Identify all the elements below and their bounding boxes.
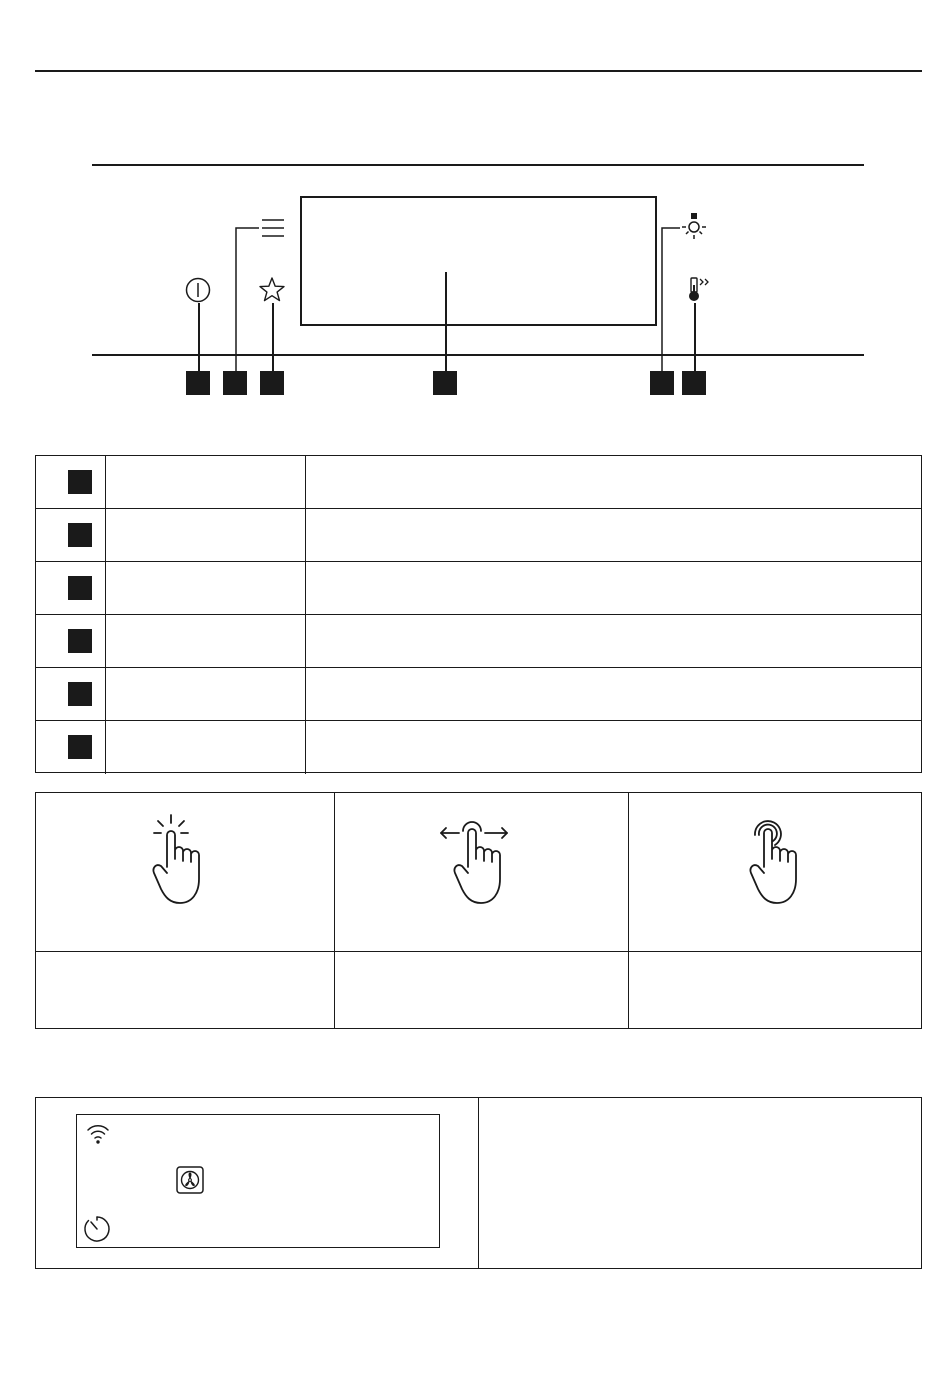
meat-probe-icon[interactable]	[687, 277, 713, 303]
row-marker	[68, 470, 92, 494]
row-marker	[68, 629, 92, 653]
table-row	[36, 615, 921, 668]
light-leader-line	[661, 227, 681, 373]
callout-marker-3	[260, 371, 284, 395]
legend-description	[306, 668, 921, 720]
legend-description	[306, 562, 921, 614]
row-marker	[68, 576, 92, 600]
legend-name	[106, 668, 306, 720]
table-row	[36, 721, 921, 774]
gestures-table	[35, 792, 922, 1029]
display-example-table	[35, 1097, 922, 1269]
display-example-description	[479, 1098, 921, 1268]
callout-marker-4	[433, 371, 457, 395]
legend-name	[106, 509, 306, 561]
legend-name	[106, 721, 306, 774]
callout-marker-6	[682, 371, 706, 395]
panel-bottom-edge	[92, 354, 864, 356]
fan-heating-icon	[176, 1166, 204, 1194]
gesture-caption	[335, 952, 628, 1028]
timer-icon	[83, 1215, 111, 1243]
gesture-column-tap	[36, 793, 334, 1028]
row-marker	[68, 682, 92, 706]
gesture-caption	[629, 952, 921, 1028]
gesture-caption	[36, 952, 334, 1028]
table-row	[36, 456, 921, 509]
menu-leader-line	[235, 227, 261, 373]
table-row	[36, 668, 921, 721]
legend-table	[35, 455, 922, 773]
row-marker	[68, 523, 92, 547]
gesture-column-press-hold	[628, 793, 921, 1028]
display-example-screen	[76, 1114, 440, 1248]
panel-top-edge	[92, 164, 864, 166]
display-screen[interactable]	[300, 196, 657, 326]
swipe-gesture-icon	[439, 821, 511, 907]
star-leader-line	[272, 303, 274, 373]
callout-marker-5	[650, 371, 674, 395]
legend-description	[306, 615, 921, 667]
display-leader-line	[445, 272, 447, 373]
favourite-star-icon[interactable]	[259, 277, 285, 302]
probe-leader-line	[694, 303, 696, 373]
callout-marker-1	[186, 371, 210, 395]
header-rule	[35, 70, 922, 72]
light-icon[interactable]	[681, 212, 707, 240]
legend-name	[106, 456, 306, 508]
press-and-hold-gesture-icon	[743, 815, 805, 907]
legend-name	[106, 562, 306, 614]
table-row	[36, 509, 921, 562]
table-row	[36, 562, 921, 615]
legend-name	[106, 615, 306, 667]
legend-description	[306, 456, 921, 508]
wifi-icon	[87, 1123, 109, 1145]
tap-gesture-icon	[150, 815, 212, 907]
gesture-column-swipe	[334, 793, 628, 1028]
power-icon[interactable]	[185, 277, 211, 303]
legend-description	[306, 721, 921, 774]
power-leader-line	[198, 303, 200, 373]
legend-description	[306, 509, 921, 561]
callout-marker-2	[223, 371, 247, 395]
menu-icon[interactable]	[262, 219, 284, 237]
row-marker	[68, 735, 92, 759]
